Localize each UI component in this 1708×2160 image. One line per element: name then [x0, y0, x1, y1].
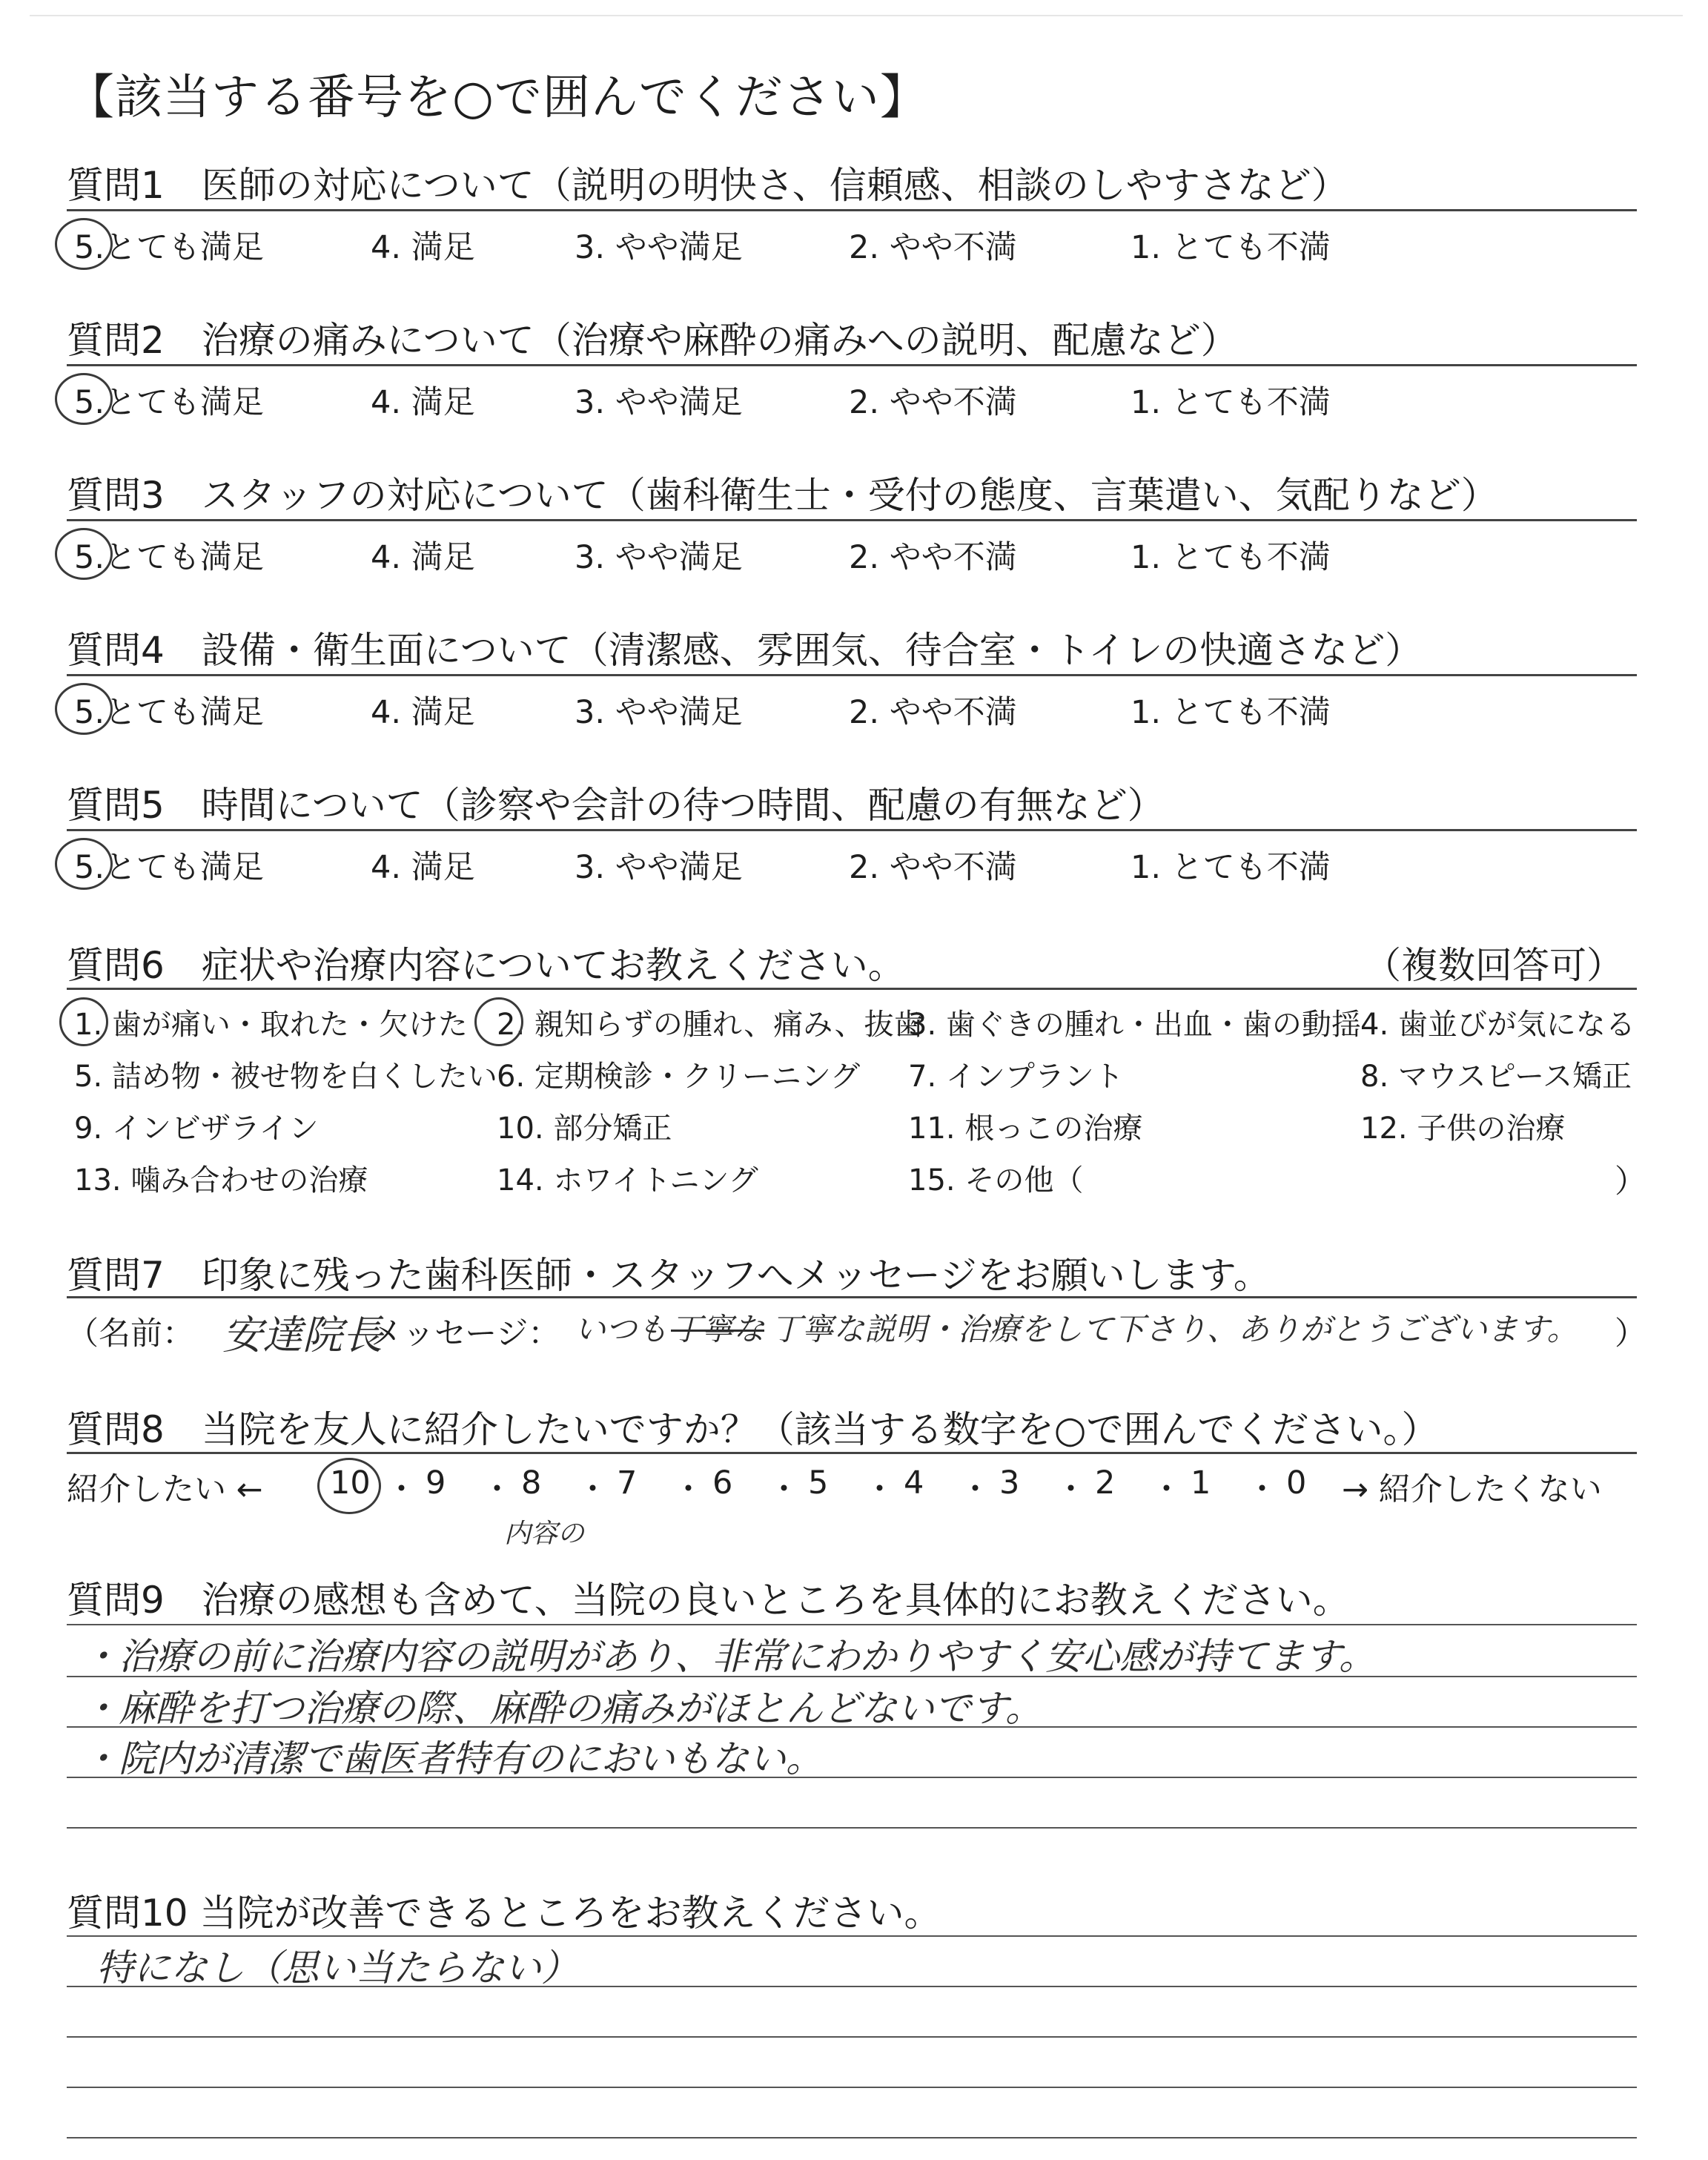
- q9-insertion: 内容の: [504, 1519, 585, 1549]
- q1-option[interactable]: 4. 満足: [371, 229, 475, 266]
- q6-option[interactable]: 7. インプラント: [908, 1060, 1124, 1094]
- q8-scale-number[interactable]: 8: [521, 1464, 542, 1502]
- q6-option[interactable]: 3. 歯ぐきの腫れ・出血・歯の動揺: [908, 1008, 1361, 1042]
- q6-option[interactable]: 13. 噛み合わせの治療: [74, 1163, 368, 1198]
- q5-option[interactable]: 3. やや満足: [575, 849, 743, 886]
- q3-option[interactable]: 4. 満足: [371, 539, 475, 576]
- q8-scale-separator: ・: [672, 1471, 704, 1508]
- q9-answer-line: [67, 1827, 1637, 1829]
- q2-option[interactable]: 4. 満足: [371, 384, 475, 421]
- q6-option[interactable]: 8. マウスピース矯正: [1360, 1060, 1632, 1094]
- q8-scale-separator: ・: [768, 1471, 800, 1508]
- q8-scale-number[interactable]: 6: [712, 1464, 733, 1502]
- q4-option[interactable]: 5.とても満足: [74, 694, 265, 731]
- q9-answer-text[interactable]: ・麻酔を打つ治療の際、麻酔の痛みがほとんどないです。: [82, 1687, 1042, 1730]
- q4-title: 質問4 設備・衛生面について（清潔感、雰囲気、待合室・トイレの快適さなど）: [67, 629, 1423, 672]
- q8-selected-circle: [317, 1458, 381, 1514]
- q8-scale-number[interactable]: 5: [808, 1464, 829, 1502]
- q8-scale-number[interactable]: 9: [426, 1464, 446, 1502]
- q1-option[interactable]: 1. とても不満: [1131, 229, 1331, 266]
- q4-option[interactable]: 2. やや不満: [849, 694, 1017, 731]
- q10-title: 質問10 当院が改善できるところをお教えください。: [67, 1892, 941, 1935]
- q2-option[interactable]: 2. やや不満: [849, 384, 1017, 421]
- q7-rule: [67, 1296, 1637, 1298]
- q6-option[interactable]: 10. 部分矯正: [497, 1112, 672, 1146]
- q8-scale-separator: ・: [385, 1471, 417, 1508]
- q5-rule: [67, 829, 1637, 831]
- q8-scale-number[interactable]: 2: [1095, 1464, 1116, 1502]
- q10-answer-line: [67, 1935, 1637, 1937]
- q8-scale-number[interactable]: 4: [904, 1464, 924, 1502]
- form-header: 【該当する番号を○で囲んでください】: [67, 70, 928, 125]
- q2-rule: [67, 364, 1637, 366]
- q8-scale-separator: ・: [864, 1471, 896, 1508]
- q6-title: 質問6 症状や治療内容についてお教えください。: [67, 944, 905, 987]
- q6-selected-circle: [474, 997, 523, 1046]
- q8-scale-number[interactable]: 10: [330, 1464, 371, 1502]
- q8-left-label: 紹介したい ←: [67, 1471, 263, 1508]
- q8-scale-separator: ・: [1055, 1471, 1087, 1508]
- q5-option[interactable]: 1. とても不満: [1131, 849, 1331, 886]
- q7-close: ）: [1615, 1315, 1646, 1353]
- q2-selected-circle: [55, 373, 113, 425]
- q2-option[interactable]: 1. とても不満: [1131, 384, 1331, 421]
- q5-title: 質問5 時間について（診察や会計の待つ時間、配慮の有無など）: [67, 784, 1165, 827]
- q6-option[interactable]: 12. 子供の治療: [1360, 1112, 1566, 1146]
- q2-title: 質問2 治療の痛みについて（治療や麻酔の痛みへの説明、配慮など）: [67, 319, 1238, 362]
- q2-option[interactable]: 5.とても満足: [74, 384, 265, 421]
- q3-selected-circle: [55, 528, 113, 580]
- q1-selected-circle: [55, 218, 113, 270]
- q6-note: （複数回答可）: [1364, 944, 1623, 987]
- q6-option[interactable]: 4. 歯並びが気になる: [1360, 1008, 1635, 1042]
- q3-option[interactable]: 2. やや不満: [849, 539, 1017, 576]
- q3-title: 質問3 スタッフの対応について（歯科衛生士・受付の態度、言葉遣い、気配りなど）: [67, 474, 1498, 517]
- q9-answer-text[interactable]: ・治療の前に治療内容の説明があり、非常にわかりやすく安心感が持てます。: [82, 1635, 1376, 1678]
- q7-title: 質問7 印象に残った歯科医師・スタッフへメッセージをお願いします。: [67, 1254, 1271, 1297]
- q3-option[interactable]: 5.とても満足: [74, 539, 265, 576]
- q4-rule: [67, 674, 1637, 676]
- q8-rule: [67, 1452, 1637, 1454]
- q6-selected-circle: [59, 997, 108, 1046]
- q1-option[interactable]: 3. やや満足: [575, 229, 743, 266]
- q6-option[interactable]: 6. 定期検診・クリーニング: [497, 1060, 861, 1094]
- q8-scale-separator: ・: [1151, 1471, 1182, 1508]
- q8-scale-number[interactable]: 0: [1286, 1464, 1307, 1502]
- q6-option[interactable]: 11. 根っこの治療: [908, 1112, 1143, 1146]
- q9-answer-text[interactable]: ・院内が清潔で歯医者特有のにおいもない。: [82, 1737, 823, 1780]
- q6-rule: [67, 988, 1637, 990]
- q8-scale-number[interactable]: 7: [617, 1464, 638, 1502]
- q7-message-value[interactable]: 丁寧な説明・治療をして下さり、ありがとうございます。: [771, 1311, 1578, 1347]
- q7-name-label: （名前：: [67, 1315, 194, 1353]
- q8-scale-separator: ・: [959, 1471, 991, 1508]
- q7-message-prefix[interactable]: いつも: [575, 1311, 669, 1347]
- q1-title: 質問1 医師の対応について（説明の明快さ、信頼感、相談のしやすさなど）: [67, 164, 1348, 207]
- q1-option[interactable]: 2. やや不満: [849, 229, 1017, 266]
- q9-answer-line: [67, 1624, 1637, 1625]
- q7-message-struck: 丁寧な: [671, 1311, 765, 1347]
- q8-scale-separator: ・: [1246, 1471, 1278, 1508]
- q10-answer-line: [67, 2137, 1637, 2138]
- q6-option[interactable]: 5. 詰め物・被せ物を白くしたい: [74, 1060, 497, 1094]
- q6-option[interactable]: 1. 歯が痛い・取れた・欠けた: [74, 1008, 468, 1042]
- q4-option[interactable]: 4. 満足: [371, 694, 475, 731]
- q6-option[interactable]: 15. その他（: [908, 1163, 1084, 1198]
- q1-rule: [67, 209, 1637, 211]
- q6-option[interactable]: 2. 親知らずの腫れ、痛み、抜歯: [497, 1008, 924, 1042]
- q8-scale-separator: ・: [481, 1471, 513, 1508]
- q5-option[interactable]: 5.とても満足: [74, 849, 265, 886]
- q3-option[interactable]: 3. やや満足: [575, 539, 743, 576]
- q2-option[interactable]: 3. やや満足: [575, 384, 743, 421]
- q4-selected-circle: [55, 683, 113, 735]
- q4-option[interactable]: 3. やや満足: [575, 694, 743, 731]
- q7-message-label: メッセージ：: [371, 1315, 560, 1353]
- q8-title: 質問8 当院を友人に紹介したいですか？（該当する数字を○で囲んでください。）: [67, 1408, 1439, 1451]
- q6-option[interactable]: 9. インビザライン: [74, 1112, 319, 1146]
- q8-right-label: → 紹介したくない: [1342, 1471, 1602, 1508]
- q8-scale-separator: ・: [577, 1471, 609, 1508]
- q6-option[interactable]: 14. ホワイトニング: [497, 1163, 758, 1198]
- q6-other-close: ）: [1615, 1163, 1646, 1200]
- q5-selected-circle: [55, 838, 113, 890]
- q7-name-value[interactable]: 安達院長: [222, 1312, 383, 1358]
- q1-option[interactable]: 5.とても満足: [74, 229, 265, 266]
- q4-option[interactable]: 1. とても不満: [1131, 694, 1331, 731]
- q10-answer-line: [67, 2036, 1637, 2038]
- q8-scale-number[interactable]: 3: [999, 1464, 1020, 1502]
- q3-rule: [67, 519, 1637, 521]
- q3-option[interactable]: 1. とても不満: [1131, 539, 1331, 576]
- q9-title: 質問9 治療の感想も含めて、当院の良いところを具体的にお教えください。: [67, 1579, 1350, 1622]
- q5-option[interactable]: 4. 満足: [371, 849, 475, 886]
- q8-scale-number[interactable]: 1: [1191, 1464, 1211, 1502]
- q10-answer-line: [67, 2087, 1637, 2088]
- top-border: [30, 15, 1683, 16]
- q10-answer-text[interactable]: 特になし（思い当たらない）: [96, 1946, 578, 1989]
- q5-option[interactable]: 2. やや不満: [849, 849, 1017, 886]
